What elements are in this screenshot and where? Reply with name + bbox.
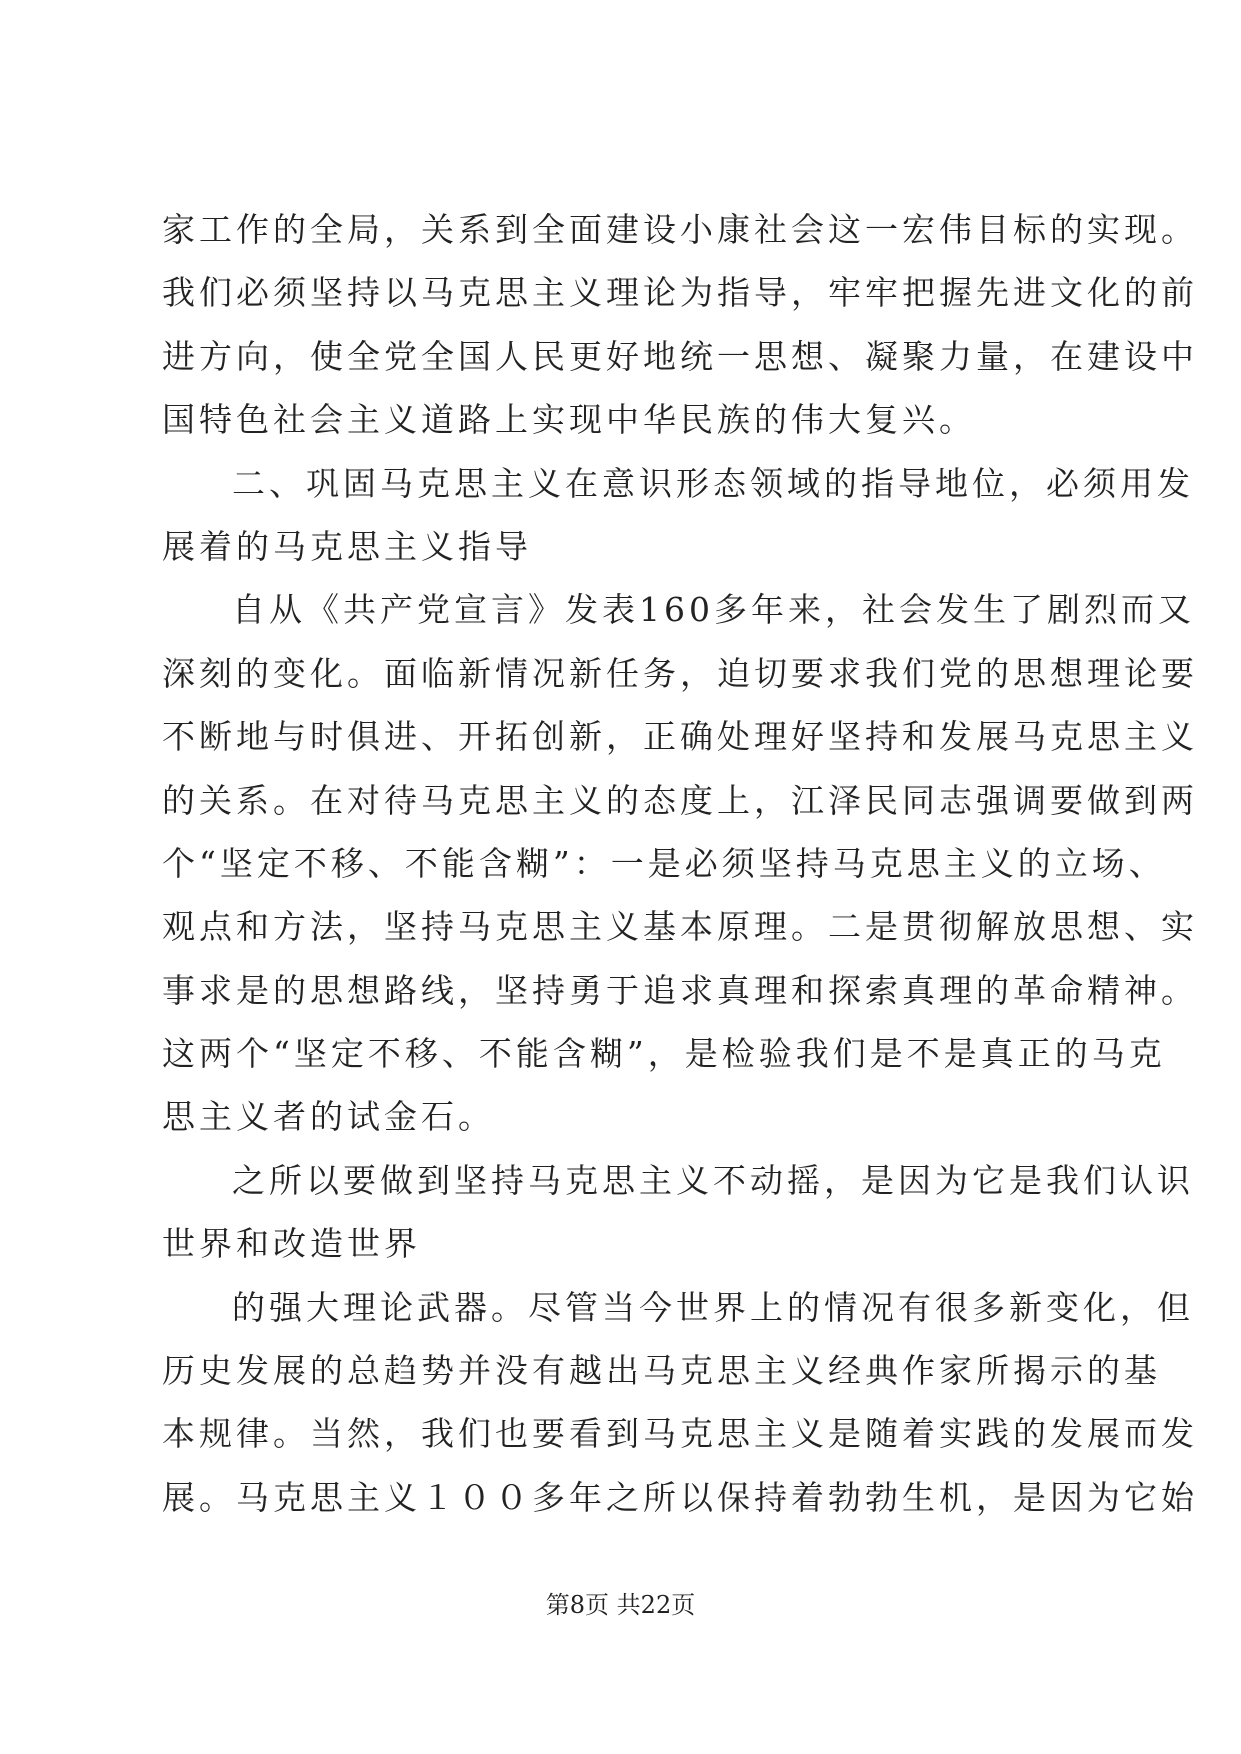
- page-number-footer: 第8页 共22页: [545, 1591, 696, 1619]
- text-line: 观点和方法，坚持马克思主义基本原理。二是贯彻解放思想、实: [162, 907, 1198, 947]
- text-line: 深刻的变化。面临新情况新任务，迫切要求我们党的思想理论要: [162, 653, 1198, 693]
- text-line: 不断地与时俱进、开拓创新，正确处理好坚持和发展马克思主义: [162, 717, 1198, 757]
- text-line: 进方向，使全党全国人民更好地统一思想、凝聚力量，在建设中: [162, 336, 1198, 376]
- body-text: [162, 198, 1198, 1529]
- section-heading-line: 二、巩固马克思主义在意识形态领域的指导地位，必须用发: [232, 463, 1194, 503]
- text-line: 的关系。在对待马克思主义的态度上，江泽民同志强调要做到两: [162, 780, 1198, 820]
- text-line: 本规律。当然，我们也要看到马克思主义是随着实践的发展而发: [162, 1414, 1198, 1454]
- text-line: 展。马克思主义１００多年之所以保持着勃勃生机，是因为它始: [162, 1477, 1198, 1517]
- text-line: 事求是的思想路线，坚持勇于追求真理和探索真理的革命精神。: [162, 970, 1198, 1010]
- text-line: 思主义者的试金石。: [162, 1097, 495, 1137]
- text-line: 我们必须坚持以马克思主义理论为指导，牢牢把握先进文化的前: [162, 273, 1198, 313]
- text-line: 历史发展的总趋势并没有越出马克思主义经典作家所揭示的基: [162, 1351, 1161, 1391]
- text-line: 之所以要做到坚持马克思主义不动摇，是因为它是我们认识: [232, 1160, 1194, 1200]
- text-line: 自从《共产党宣言》发表160多年来，社会发生了剧烈而又: [232, 590, 1195, 630]
- text-line: 个“坚定不移、不能含糊”：一是必须坚持马克思主义的立场、: [162, 843, 1166, 883]
- text-line: 的强大理论武器。尽管当今世界上的情况有很多新变化，但: [232, 1287, 1194, 1327]
- text-line: 家工作的全局，关系到全面建设小康社会这一宏伟目标的实现。: [162, 210, 1198, 249]
- text-line: 这两个“坚定不移、不能含糊”，是检验我们是不是真正的马克: [162, 1034, 1166, 1074]
- section-heading-line: 展着的马克思主义指导: [162, 526, 532, 566]
- text-line: 世界和改造世界: [162, 1224, 421, 1264]
- text-line: 国特色社会主义道路上实现中华民族的伟大复兴。: [162, 400, 976, 440]
